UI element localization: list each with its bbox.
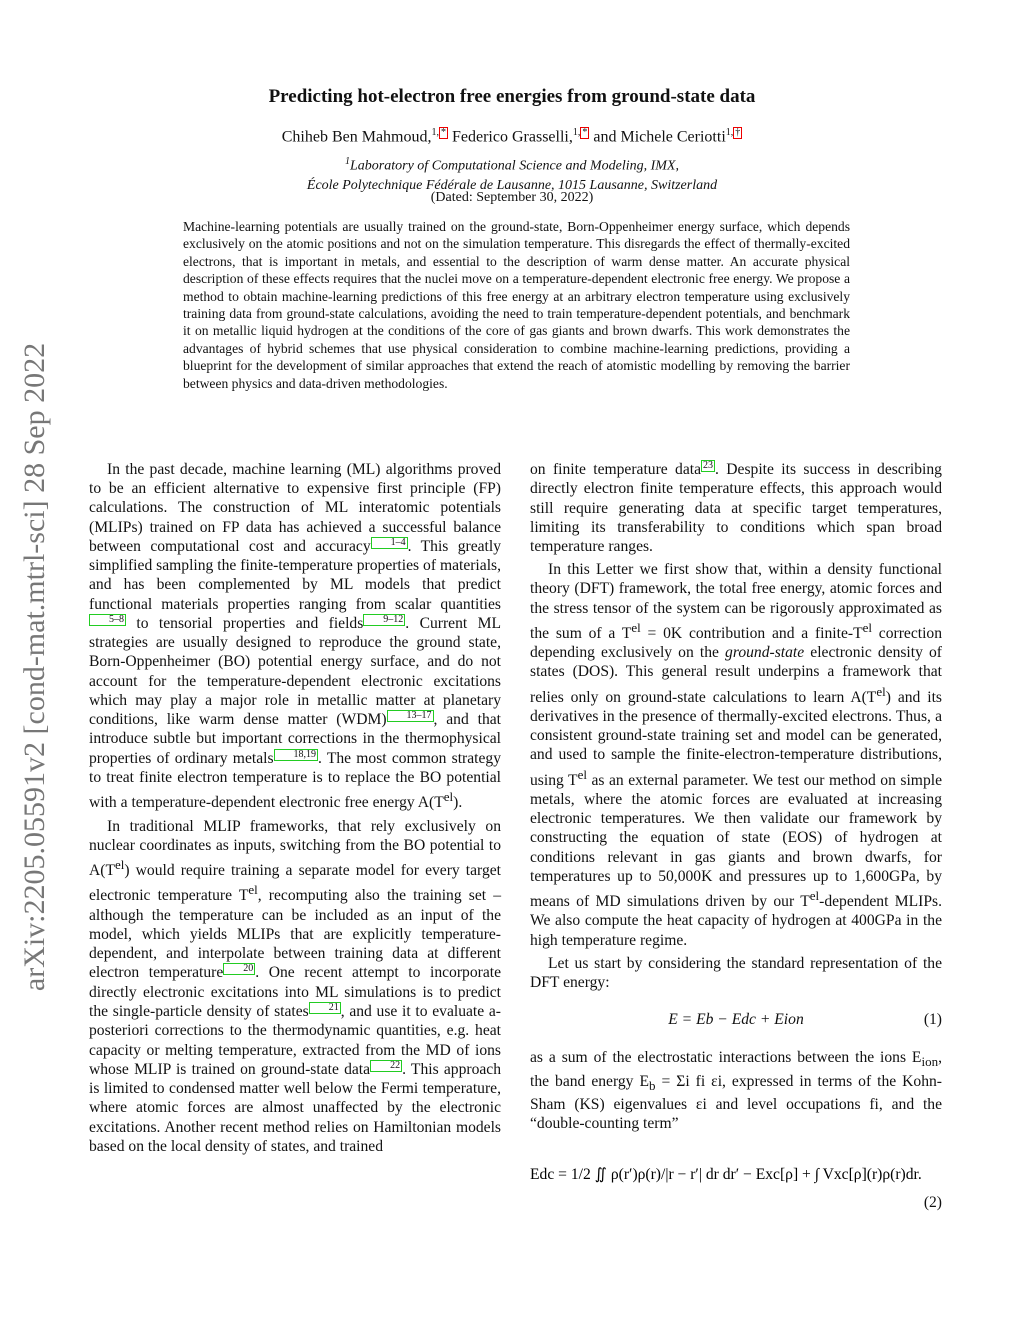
arxiv-identifier: arXiv:2205.05591v2 [cond-mat.mtrl-sci] 28 Sep 2022 (18, 342, 51, 992)
equation-2 (530, 1147, 942, 1217)
paragraph: Let us start by considering the standard representation of the DFT energy: (530, 954, 942, 992)
citation-link[interactable]: 20 (223, 963, 255, 975)
equation-2-render (530, 1147, 942, 1207)
paragraph: In the past decade, machine learning (ML) algorithms proved to be an efficient alternative to expensive first principle (FP) calculations. The construction of ML interatomic potentials (MLIPs) trained on FP data has achieved a successful balance between computational cost and accuracy 1–4 . This greatly simplified sampling the finite-temperature properties of materials, and has been complemented by ML models that predict functional materials properties ranging from scalar quantities5–8 to tensorial properties and fields 9–12 . Current ML strategies are usually designed to reproduce the ground state, Born-Oppenheimer (BO) potential energy surface, and do not account for the temperature-dependent electronic excitations which may play a major role in metallic matter at planetary conditions, like warm dense matter (WDM) 13–17 , and that introduce subtle but important corrections in the thermophysical properties of ordinary metals 18,19 . The most common strategy to treat finite electron temperature is to replace the BO potential with a temperature-dependent electronic free energy $A(T^{el})$. (89, 461, 501, 812)
equation-body: E = Eb − Edc + Eion (668, 1011, 804, 1029)
citation-link[interactable]: 13–17 (387, 710, 434, 722)
corresponding-link[interactable]: * (441, 127, 446, 138)
abstract: Machine-learning potentials are usually trained on the ground-state, Born-Oppenheimer energy surface, which depends exclusively on the atomic positions and not on the simulation temperature. This disregards the effect of thermally-excited electrons, that is important in metals, and essential to the description of warm dense matter. An accurate physical description of these effects requires that the nuclei move on a temperature-dependent electronic free energy. We propose a method to obtain machine-learning predictions of this free energy at an arbitrary electron temperature using exclusively training data from ground-state calculations, avoiding the need to train temperature-dependent potentials, and benchmark it on metallic liquid hydrogen at the conditions of the core of gas giants and brown dwarfs. This work demonstrates the advantages of hybrid schemes that use physical consideration to combine machine-learning predictions, providing a blueprint for the development of similar approaches that extend the reach of atomistic modelling by removing the barrier between physics and data-driven methodologies. (183, 219, 850, 391)
citation-link[interactable]: 21 (309, 1002, 341, 1014)
affiliation-marker: 1, (572, 127, 581, 138)
affiliation (0, 152, 1024, 195)
author-name: Chiheb Ben Mahmoud, (281, 128, 432, 146)
date-line: (Dated: September 30, 2022) (430, 190, 594, 205)
citation-link[interactable]: 23 (703, 460, 714, 471)
corresponding-link[interactable]: † (735, 127, 741, 138)
paragraph: In traditional MLIP frameworks, that rely exclusively on nuclear coordinates as inputs, switching from the BO potential to $A(T^{el})$ would require training a separate model for every target electronic temperature $T^{el}$, recomputing also the training set – although the temperature can be included as an input of the model, which yields MLIPs that are explicitly temperature-dependent, and interpolate between training data at different electron temperature 20 . One recent attempt to incorporate directly electronic excitations into ML simulations is to predict the single-particle density of states 21 , and use it to evaluate a-posteriori corrections to the thermodynamic quantities, e.g. heat capacity or melting temperature, extracted from the MD of ions whose MLIP is trained on ground-state data 22 . This approach is limited to condensed matter well below the Fermi temperature, where atomic forces are almost unaffected by the electronic excitations. Another recent method relies on Hamiltonian models based on the local density of states, and trained (89, 817, 502, 1155)
author-name: and Michele Ceriotti (589, 128, 726, 146)
equation-1 (530, 1002, 942, 1040)
author-name: Federico Grasselli, (448, 128, 573, 146)
left-column (89, 460, 501, 1156)
equation-2-text: Edc = 1/2 ∬ ρ(r′)ρ(r)/|r − r′| dr dr′ − Exc[ρ] + ∫ Vxc[ρ](r)ρ(r)dr. (530, 1166, 922, 1184)
citation-link[interactable]: 9–12 (363, 614, 405, 626)
affiliation-marker: 1, (725, 127, 734, 138)
citation-link[interactable]: 1–4 (371, 537, 408, 549)
affiliation-number: 1 (345, 156, 351, 167)
equation-number: (1) (923, 1011, 942, 1029)
citation-link[interactable]: 5–8 (89, 614, 126, 626)
affiliation-marker: 1, (431, 127, 439, 138)
paper-title: Predicting hot-electron free energies from ground-state data (268, 86, 756, 107)
right-column (530, 460, 942, 1217)
affiliation-line: Laboratory of Computational Science and Modeling, IMX, (350, 158, 679, 174)
paragraph: as a sum of the electrostatic interactions between the ions $E_{ion}$, the band energy $E_b = \Sigma i$ fi εi, expressed in terms of the Kohn-Sham (KS) eigenvalues εi and level occupations fi, and the “double-counting term” (530, 1049, 942, 1133)
paragraph: on finite temperature data 23 . Despite its success in describing directly electron finite temperature effects, this approach would still require generating data at specific target temperatures, limiting its transferability to conditions which span broad temperature ranges. (530, 460, 942, 555)
citation-link[interactable]: 22 (370, 1060, 402, 1072)
citation-link[interactable]: 18,19 (274, 749, 319, 761)
affiliation-line: École Polytechnique Fédérale de Lausanne, 1015 Lausanne, Switzerland (306, 177, 718, 193)
author-line (0, 127, 1024, 146)
equation-number: (2) (923, 1194, 942, 1212)
paragraph: In this Letter we first show that, within a density functional theory (DFT) framework, the total free energy, atomic forces and the stress tensor of the system can be rigorously approximated as the sum of a $T^{el} = 0K$ contribution and a finite-$T^{el}$ correction depending exclusively on the ground-state electronic density of states (DOS). This general result underpins a framework that relies only on ground-state calculations to learn $A(T^{el})$ and its derivatives in the presence of thermally-excited electrons. Thus, a consistent ground-state training set and model can be generated, and used to sample the finite-electron-temperature distributions, using $T^{el}$ as an external parameter. We test our method on simple metals, where the atomic forces are evaluated at increasing electronic temperatures. We then validate our framework by constructing the equation of state (EOS) of hydrogen at conditions relevant in gas giants and brown dwarfs, for temperatures up to 50,000K and pressures up to 1,600GPa, by means of MD simulations driven by our $T^{el}$-dependent MLIPs. We also compute the heat capacity of hydrogen at 400GPa in the high temperature regime. (530, 561, 943, 949)
corresponding-link[interactable]: * (582, 127, 588, 138)
